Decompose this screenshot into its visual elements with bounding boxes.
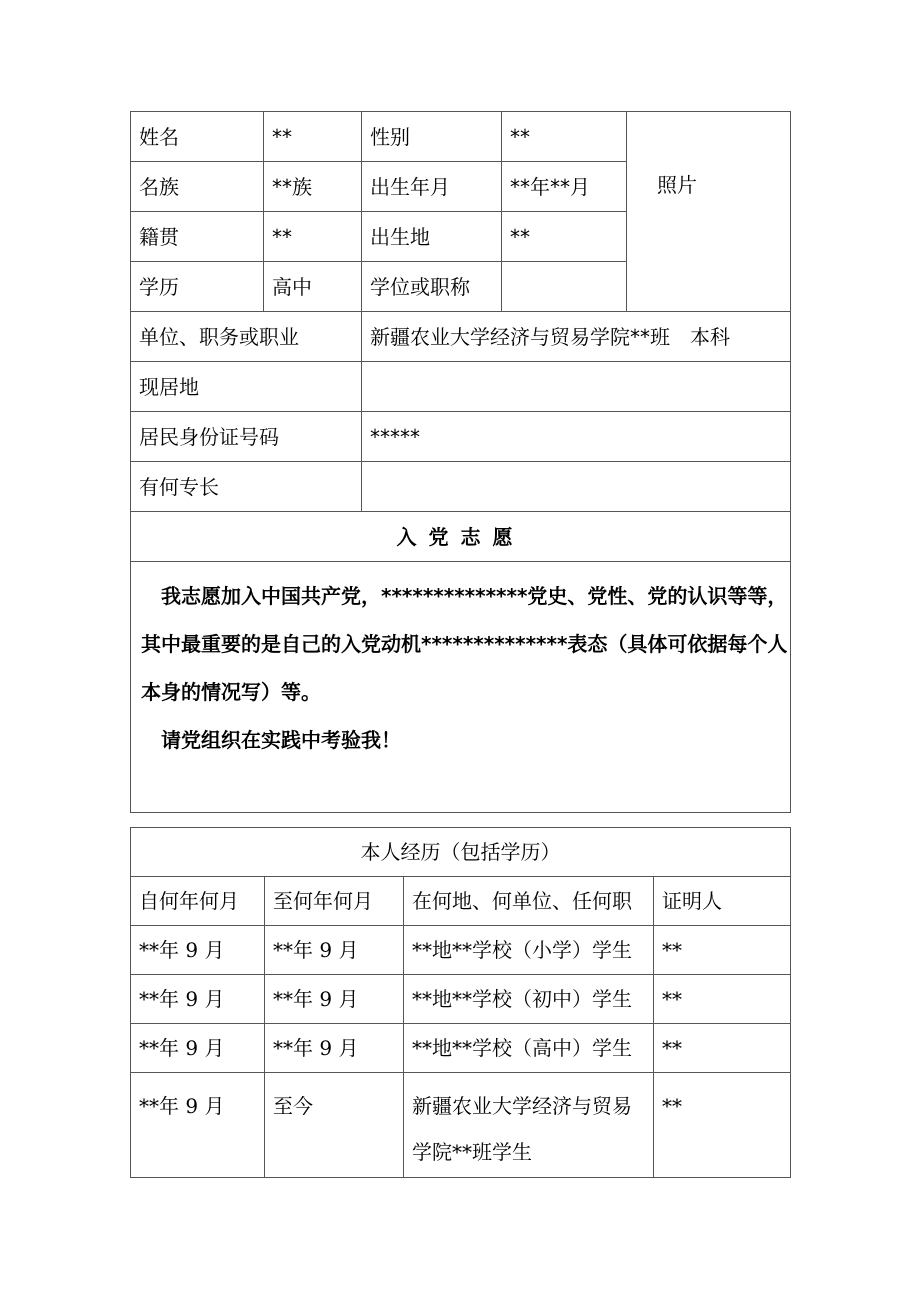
photo-box: 照片: [627, 112, 791, 312]
header-to: 至何年何月: [265, 877, 404, 926]
from-date: **年 9 月: [131, 1073, 265, 1178]
birth-value: **年**月: [502, 162, 627, 212]
native-place-value: **: [264, 212, 362, 262]
witness: **: [654, 1073, 791, 1178]
birthplace-label: 出生地: [362, 212, 502, 262]
unit-label: 单位、职务或职业: [131, 312, 362, 362]
application-closing: 请党组织在实践中考验我！: [161, 728, 401, 752]
education-label: 学历: [131, 262, 264, 312]
from-date: **年 9 月: [131, 926, 265, 975]
witness: **: [654, 975, 791, 1024]
table-row: [131, 975, 791, 1024]
birthplace-value: **: [502, 212, 627, 262]
birth-label: 出生年月: [362, 162, 502, 212]
residence-value: [362, 362, 791, 412]
education-value: 高中: [264, 262, 362, 312]
to-date: **年 9 月: [265, 926, 404, 975]
header-where: 在何地、何单位、任何职: [404, 877, 654, 926]
to-date: **年 9 月: [265, 975, 404, 1024]
name-label: 姓名: [131, 112, 264, 162]
application-heading: 入党志愿: [131, 512, 791, 562]
position: **地**学校（初中）学生: [404, 975, 654, 1024]
position: **地**学校（小学）学生: [404, 926, 654, 975]
basic-info-table: [130, 111, 791, 813]
experience-table: [130, 827, 791, 1178]
gender-label: 性别: [362, 112, 502, 162]
table-row: [131, 1073, 791, 1178]
position: **地**学校（高中）学生: [404, 1024, 654, 1073]
to-date: 至今: [265, 1073, 404, 1178]
to-date: **年 9 月: [265, 1024, 404, 1073]
ethnicity-label: 名族: [131, 162, 264, 212]
specialty-value: [362, 462, 791, 512]
residence-label: 现居地: [131, 362, 362, 412]
unit-value: 新疆农业大学经济与贸易学院**班 本科: [362, 312, 791, 362]
witness: **: [654, 926, 791, 975]
id-number-label: 居民身份证号码: [131, 412, 362, 462]
application-body: [131, 562, 791, 813]
table-row: [131, 926, 791, 975]
witness: **: [654, 1024, 791, 1073]
table-row: [131, 1024, 791, 1073]
position: 新疆农业大学经济与贸易学院**班学生: [404, 1073, 654, 1178]
ethnicity-value: **族: [264, 162, 362, 212]
degree-label: 学位或职称: [362, 262, 502, 312]
experience-caption: 本人经历（包括学历）: [131, 828, 791, 877]
header-witness: 证明人: [654, 877, 791, 926]
id-number-value: *****: [362, 412, 791, 462]
from-date: **年 9 月: [131, 975, 265, 1024]
from-date: **年 9 月: [131, 1024, 265, 1073]
experience-header-row: [131, 877, 791, 926]
native-place-label: 籍贯: [131, 212, 264, 262]
degree-value: [502, 262, 627, 312]
application-paragraph: 我志愿加入中国共产党，**************党史、党性、党的认识等等，其中最重要的是自己的入党动机**************表态（具体可依据每个人本身的情况写）等。: [141, 584, 788, 704]
gender-value: **: [502, 112, 627, 162]
name-value: **: [264, 112, 362, 162]
specialty-label: 有何专长: [131, 462, 362, 512]
header-from: 自何年何月: [131, 877, 265, 926]
